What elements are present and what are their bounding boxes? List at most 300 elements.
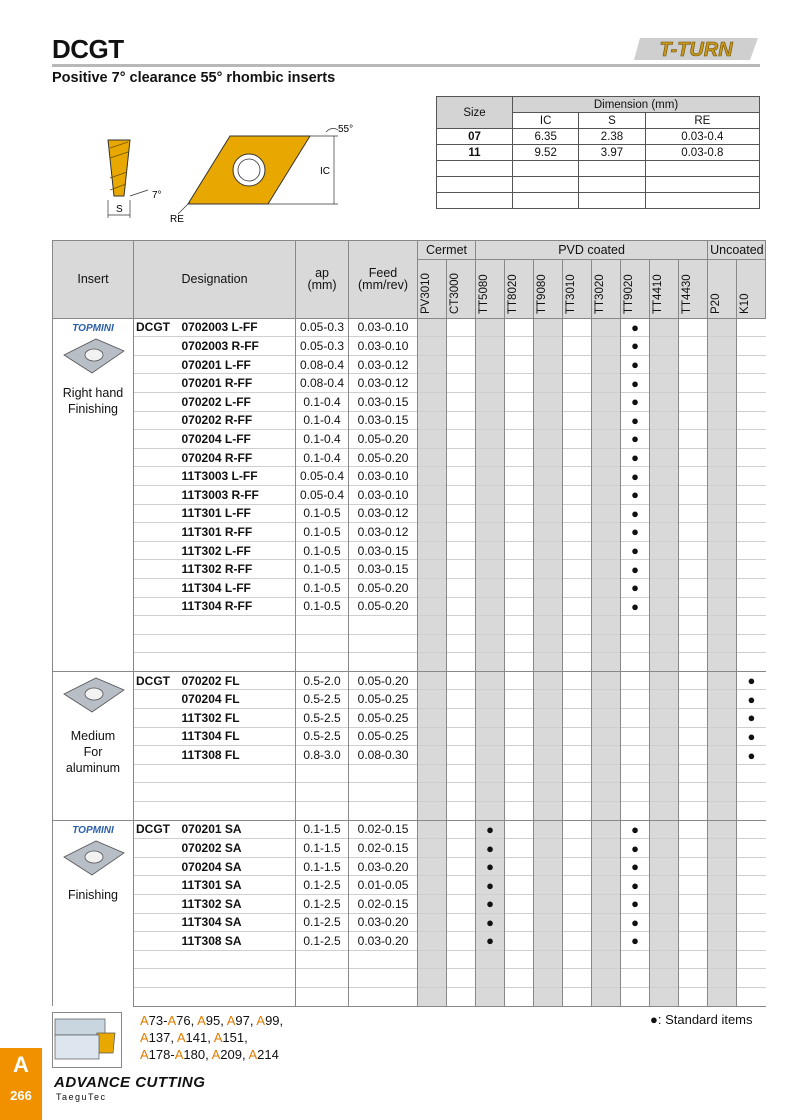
feed-value: 0.05-0.25: [349, 727, 418, 746]
grade-cell: [447, 820, 476, 839]
table-row: [53, 727, 766, 746]
grade-cell: [650, 857, 679, 876]
grade-cell: [505, 653, 534, 672]
ap-header: ap (mm): [296, 241, 349, 319]
designation-code: 070204 R-FF: [180, 448, 296, 467]
grade-cell: [737, 690, 766, 709]
standard-item-dot: ●: [486, 933, 494, 949]
grade-cell: [534, 727, 563, 746]
standard-item-dot: ●: [631, 338, 639, 354]
grade-cell: [534, 969, 563, 988]
ap-value: 0.1-1.5: [296, 820, 349, 839]
grade-cell: [708, 467, 737, 486]
feed-value: 0.05-0.20: [349, 671, 418, 690]
standard-item-dot: ●: [747, 673, 756, 689]
grade-cell: [708, 430, 737, 449]
grade-cell: [476, 764, 505, 783]
standard-item-dot: ●: [486, 821, 494, 837]
grade-cell: [505, 895, 534, 914]
grade-cell: [679, 876, 708, 895]
grade-cell: [592, 430, 621, 449]
grade-header: TT3010: [563, 259, 592, 318]
grade-cell: [650, 820, 679, 839]
table-row: [53, 876, 766, 895]
grade-cell: [505, 764, 534, 783]
grade-cell: [592, 820, 621, 839]
standard-item-dot: ●: [631, 543, 639, 559]
grade-cell: [650, 876, 679, 895]
grade-cell: [447, 448, 476, 467]
grade-cell: [679, 727, 708, 746]
insert-label: Medium For aluminum: [65, 728, 121, 775]
ap-value: [296, 616, 349, 635]
table-row: [53, 523, 766, 542]
designation-prefix: [134, 987, 180, 1006]
table-row: [53, 746, 766, 765]
grade-cell: [505, 448, 534, 467]
grade-cell: [447, 653, 476, 672]
designation-prefix: [134, 504, 180, 523]
grade-cell: [447, 987, 476, 1006]
grade-cell: [418, 653, 447, 672]
designation-code: 11T304 SA: [180, 913, 296, 932]
grade-cell: [534, 634, 563, 653]
grade-cell: [563, 485, 592, 504]
grade-cell: [447, 374, 476, 393]
designation-prefix: [134, 634, 180, 653]
table-row: [53, 802, 766, 821]
grade-cell: [592, 913, 621, 932]
svg-text:7°: 7°: [152, 190, 162, 201]
designation-prefix: [134, 616, 180, 635]
feed-value: 0.03-0.12: [349, 355, 418, 374]
grade-cell: [418, 560, 447, 579]
grade-cell: [476, 783, 505, 802]
grade-cell: [476, 746, 505, 765]
grade-cell: [534, 485, 563, 504]
designation-code: 070204 FL: [180, 690, 296, 709]
insert-image: [56, 321, 130, 379]
designation-prefix: [134, 355, 180, 374]
grade-cell: [563, 671, 592, 690]
grade-cell: [418, 578, 447, 597]
grade-cell: [737, 467, 766, 486]
grade-cell: [592, 839, 621, 858]
grade-cell: [447, 523, 476, 542]
designation-code: [180, 987, 296, 1006]
grade-cell: [505, 876, 534, 895]
grade-cell: [592, 857, 621, 876]
grade-cell: [679, 913, 708, 932]
grade-cell: [418, 337, 447, 356]
grade-cell: [679, 392, 708, 411]
grade-cell: [650, 523, 679, 542]
reference-page[interactable]: 214: [257, 1047, 279, 1062]
grade-cell: [534, 802, 563, 821]
reference-page[interactable]: 180,: [183, 1047, 212, 1062]
grade-cell: [592, 783, 621, 802]
grade-cell: [592, 764, 621, 783]
grade-cell: [418, 950, 447, 969]
grade-cell: [563, 653, 592, 672]
grade-cell: [418, 969, 447, 988]
standard-item-dot: ●: [747, 691, 756, 707]
grade-cell: [737, 392, 766, 411]
grade-cell: [476, 318, 505, 337]
insert-image: [56, 674, 130, 722]
publisher-sub: TaeguTec: [56, 1092, 107, 1102]
grade-cell: [447, 541, 476, 560]
grade-cell: [505, 560, 534, 579]
feed-value: 0.03-0.10: [349, 485, 418, 504]
standard-item-dot: ●: [486, 914, 494, 930]
insert-image: [56, 823, 130, 881]
ap-value: [296, 783, 349, 802]
grade-cell: [621, 597, 650, 616]
title-rule: [52, 64, 760, 67]
grade-cell: [679, 467, 708, 486]
reference-page[interactable]: 73-: [148, 1013, 168, 1028]
grade-cell: [650, 355, 679, 374]
grade-cell: [621, 764, 650, 783]
designation-code: 070202 SA: [180, 839, 296, 858]
insert-table: [52, 240, 766, 1007]
grade-cell: [737, 337, 766, 356]
standard-item-dot: ●: [486, 859, 494, 875]
grade-cell: [563, 430, 592, 449]
designation-prefix: [134, 932, 180, 951]
grade-cell: [447, 950, 476, 969]
grade-cell: [505, 430, 534, 449]
grade-cell: [534, 653, 563, 672]
ap-value: 0.08-0.4: [296, 374, 349, 393]
grade-header: TT9020: [621, 259, 650, 318]
grade-cell: [418, 634, 447, 653]
designation-prefix: [134, 448, 180, 467]
grade-cell: [447, 616, 476, 635]
grade-cell: [447, 969, 476, 988]
grade-cell: [708, 448, 737, 467]
grade-cell: [592, 634, 621, 653]
reference-page[interactable]: 209,: [220, 1047, 249, 1062]
designation-code: [180, 783, 296, 802]
ap-value: 0.1-0.5: [296, 523, 349, 542]
grade-cell: [563, 318, 592, 337]
grade-cell: [563, 690, 592, 709]
table-row: [53, 857, 766, 876]
reference-letter: A: [248, 1047, 258, 1062]
grade-cell: [447, 560, 476, 579]
grade-cell: [621, 411, 650, 430]
grade-cell: [650, 987, 679, 1006]
standard-item-dot: ●: [631, 598, 639, 614]
grade-cell: [563, 895, 592, 914]
feed-value: 0.03-0.15: [349, 392, 418, 411]
grade-cell: [592, 411, 621, 430]
ap-value: 0.1-2.5: [296, 913, 349, 932]
grade-cell: [592, 355, 621, 374]
reference-letter: A: [140, 1013, 149, 1028]
grade-cell: [621, 392, 650, 411]
grade-cell: [708, 597, 737, 616]
grade-cell: [737, 616, 766, 635]
reference-page[interactable]: 178-: [148, 1047, 175, 1062]
designation-code: [180, 969, 296, 988]
grade-cell: [650, 430, 679, 449]
grade-cell: [679, 950, 708, 969]
grade-cell: [708, 318, 737, 337]
feed-value: 0.05-0.20: [349, 597, 418, 616]
table-row: [53, 709, 766, 728]
grade-cell: [534, 987, 563, 1006]
designation-prefix: [134, 857, 180, 876]
designation-prefix: [134, 560, 180, 579]
grade-cell: [476, 541, 505, 560]
grade-cell: [592, 467, 621, 486]
table-row: [53, 541, 766, 560]
grade-cell: [447, 578, 476, 597]
designation-code: 11T301 R-FF: [180, 523, 296, 542]
feed-value: 0.01-0.05: [349, 876, 418, 895]
grade-cell: [708, 541, 737, 560]
reference-page[interactable]: 151,: [222, 1030, 248, 1045]
grade-cell: [476, 969, 505, 988]
grade-cell: [418, 895, 447, 914]
table-row: [53, 690, 766, 709]
reference-page[interactable]: 141,: [185, 1030, 214, 1045]
table-row: [53, 820, 766, 839]
table-row: [53, 671, 766, 690]
grade-cell: [592, 969, 621, 988]
grade-cell: [737, 411, 766, 430]
grade-cell: [563, 467, 592, 486]
grade-cell: [505, 969, 534, 988]
grade-cell: [505, 802, 534, 821]
ap-value: [296, 764, 349, 783]
grade-cell: [534, 374, 563, 393]
designation-code: 11T304 FL: [180, 727, 296, 746]
grade-cell: [650, 671, 679, 690]
grade-cell: [447, 690, 476, 709]
grade-cell: [534, 392, 563, 411]
grade-cell: [505, 690, 534, 709]
feed-header: Feed (mm/rev): [349, 241, 418, 319]
svg-text:TOPMINI: TOPMINI: [72, 824, 114, 836]
grade-cell: [708, 634, 737, 653]
feed-value: 0.03-0.15: [349, 541, 418, 560]
grade-cell: [447, 392, 476, 411]
feed-value: 0.05-0.25: [349, 709, 418, 728]
table-row: [53, 913, 766, 932]
standard-item-dot: ●: [631, 896, 639, 912]
grade-cell: [621, 857, 650, 876]
grade-cell: [708, 820, 737, 839]
grade-cell: [592, 504, 621, 523]
ap-value: [296, 634, 349, 653]
grade-cell: [418, 746, 447, 765]
grade-cell: [505, 411, 534, 430]
grade-cell: [534, 857, 563, 876]
grade-header: TT9080: [534, 259, 563, 318]
ap-value: 0.5-2.5: [296, 709, 349, 728]
grade-cell: [737, 318, 766, 337]
grade-cell: [563, 523, 592, 542]
grade-cell: [650, 950, 679, 969]
grade-cell: [563, 987, 592, 1006]
grade-cell: [418, 876, 447, 895]
table-row: [53, 392, 766, 411]
grade-cell: [592, 448, 621, 467]
grade-cell: [534, 578, 563, 597]
grade-cell: [679, 857, 708, 876]
grade-cell: [708, 355, 737, 374]
grade-cell: [534, 616, 563, 635]
grade-cell: [679, 839, 708, 858]
reference-letter: A: [226, 1013, 236, 1028]
designation-code: 11T301 SA: [180, 876, 296, 895]
grade-cell: [447, 839, 476, 858]
grade-cell: [592, 802, 621, 821]
grade-cell: [650, 746, 679, 765]
standard-item-dot: ●: [631, 933, 639, 949]
ap-value: 0.1-0.4: [296, 392, 349, 411]
table-row: [53, 597, 766, 616]
grade-cell: [534, 504, 563, 523]
ap-value: 0.1-2.5: [296, 895, 349, 914]
grade-cell: [534, 597, 563, 616]
grade-cell: [737, 969, 766, 988]
designation-prefix: [134, 895, 180, 914]
feed-value: 0.03-0.20: [349, 857, 418, 876]
grade-cell: [447, 913, 476, 932]
designation-code: 070201 R-FF: [180, 374, 296, 393]
reference-page[interactable]: 76,: [176, 1013, 198, 1028]
grade-cell: [505, 355, 534, 374]
grade-cell: [679, 987, 708, 1006]
grade-cell: [621, 839, 650, 858]
standard-item-dot: ●: [631, 561, 639, 577]
grade-cell: [534, 467, 563, 486]
grade-cell: [679, 411, 708, 430]
reference-page[interactable]: 95,: [205, 1013, 227, 1028]
designation-code: [180, 653, 296, 672]
grade-cell: [418, 820, 447, 839]
feed-value: [349, 764, 418, 783]
grade-cell: [650, 467, 679, 486]
grade-cell: [737, 597, 766, 616]
grade-cell: [418, 467, 447, 486]
grade-cell: [447, 485, 476, 504]
page-title: DCGT: [52, 34, 124, 64]
standard-item-dot: ●: [747, 710, 756, 726]
grade-cell: [447, 597, 476, 616]
grade-cell: [621, 504, 650, 523]
grade-cell: [737, 876, 766, 895]
ap-value: [296, 987, 349, 1006]
grade-cell: [737, 504, 766, 523]
grade-cell: [708, 690, 737, 709]
grade-cell: [621, 746, 650, 765]
grade-cell: [737, 932, 766, 951]
grade-cell: [534, 671, 563, 690]
grade-cell: [476, 616, 505, 635]
designation-code: 070204 SA: [180, 857, 296, 876]
ap-value: 0.1-0.5: [296, 578, 349, 597]
grade-cell: [505, 318, 534, 337]
grade-cell: [737, 671, 766, 690]
grade-cell: [621, 969, 650, 988]
feed-value: [349, 783, 418, 802]
grade-header: P20: [708, 259, 737, 318]
grade-cell: [650, 839, 679, 858]
reference-letter: A: [167, 1013, 177, 1028]
grade-cell: [505, 337, 534, 356]
grade-header: CT3000: [447, 259, 476, 318]
insert-label: Right hand Finishing: [62, 385, 124, 416]
grade-cell: [563, 411, 592, 430]
grade-cell: [737, 430, 766, 449]
designation-prefix: [134, 653, 180, 672]
table-row: [53, 783, 766, 802]
grade-cell: [563, 857, 592, 876]
grade-cell: [418, 411, 447, 430]
table-row: [53, 950, 766, 969]
reference-line: [140, 1046, 283, 1063]
feed-value: [349, 987, 418, 1006]
reference-page[interactable]: 99,: [265, 1013, 284, 1028]
grade-cell: [418, 541, 447, 560]
grade-cell: [708, 578, 737, 597]
grade-cell: [650, 969, 679, 988]
designation-code: [180, 950, 296, 969]
table-row: [53, 374, 766, 393]
table-row: [53, 337, 766, 356]
grade-cell: [650, 541, 679, 560]
grade-cell: [476, 839, 505, 858]
grade-cell: [534, 337, 563, 356]
ap-value: [296, 653, 349, 672]
svg-text:55°: 55°: [338, 124, 354, 135]
reference-page[interactable]: 97,: [235, 1013, 257, 1028]
standard-item-dot: ●: [486, 840, 494, 856]
insert-cell: [53, 820, 134, 1006]
grade-cell: [476, 523, 505, 542]
grade-cell: [621, 523, 650, 542]
grade-cell: [534, 523, 563, 542]
page-number: 266: [10, 1088, 32, 1103]
grade-cell: [650, 337, 679, 356]
designation-code: 070202 FL: [180, 671, 296, 690]
designation-prefix: [134, 392, 180, 411]
uncoated-header: Uncoated: [708, 241, 766, 260]
reference-pages: [140, 1012, 283, 1063]
grade-cell: [679, 597, 708, 616]
grade-cell: [563, 578, 592, 597]
reference-page[interactable]: 137,: [148, 1030, 177, 1045]
grade-cell: [621, 783, 650, 802]
designation-prefix: [134, 485, 180, 504]
grade-cell: [737, 355, 766, 374]
grade-cell: [679, 504, 708, 523]
table-row: [53, 653, 766, 672]
designation-prefix: [134, 950, 180, 969]
grade-cell: [737, 709, 766, 728]
grade-cell: [418, 932, 447, 951]
grade-cell: [737, 783, 766, 802]
grade-cell: [737, 541, 766, 560]
grade-cell: [737, 727, 766, 746]
grade-cell: [737, 857, 766, 876]
